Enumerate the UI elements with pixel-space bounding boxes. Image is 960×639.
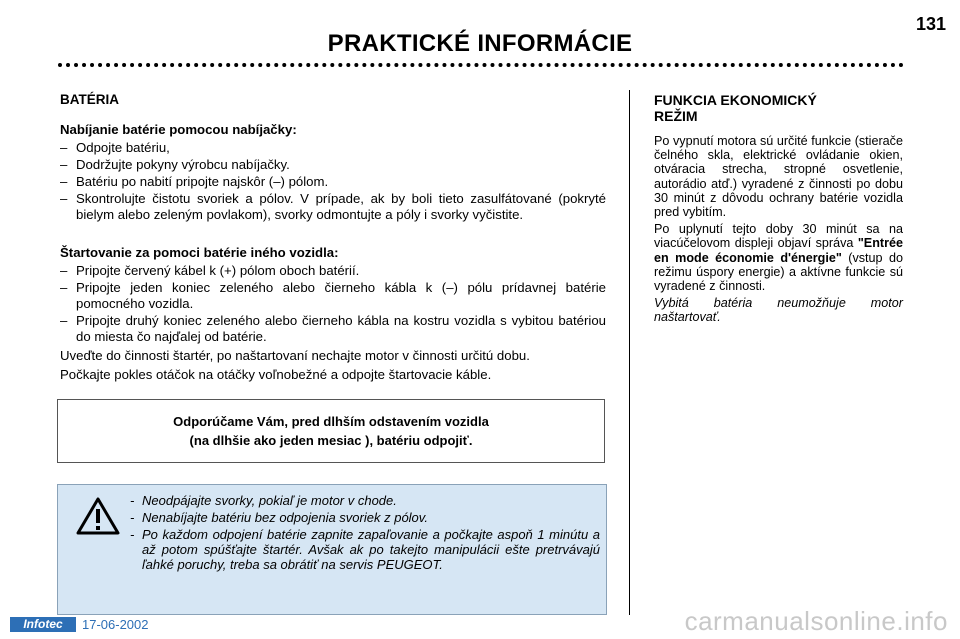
economy-heading-line: FUNKCIA EKONOMICKÝ xyxy=(654,92,817,108)
list-item: – Pripojte druhý koniec zeleného alebo čierneho kábla na kostru vozidla s vybitou batériou do miesta čo najďalej od batérie. xyxy=(60,313,606,345)
notice-box xyxy=(57,399,605,463)
list-item: – Dodržujte pokyny výrobcu nabíjačky. xyxy=(60,157,606,173)
economy-paragraph xyxy=(654,222,903,293)
starting-list xyxy=(60,263,606,345)
warning-triangle-icon xyxy=(76,497,120,535)
dotted-divider xyxy=(58,63,904,67)
economy-section xyxy=(654,92,903,325)
notice-line: (na dlhšie ako jeden mesiac ), batériu odpojiť. xyxy=(189,433,473,448)
economy-paragraph: Po vypnutí motora sú určité funkcie (stierače čelného skla, elektrické ovládanie okien, otváracia strecha, stropné osvetlenie, autorádio atď.) vyradené z činnosti po dobu 30 minút z dôvodu ochrany batérie vozidla pred vybitím. xyxy=(654,134,903,220)
notice-line: Odporúčame Vám, pred dlhším odstavením vozidla xyxy=(173,414,489,429)
footer-date: 17-06-2002 xyxy=(82,617,149,632)
economy-note: Vybitá batéria neumožňuje motor naštartovať. xyxy=(654,296,903,325)
warning-item: - Nenabíjajte batériu bez odpojenia svoriek z pólov. xyxy=(126,510,600,525)
economy-text: Po uplynutí tejto doby 30 minút sa na viacúčelovom displeji objaví správa xyxy=(654,222,903,251)
starting-paragraph: Uveďte do činnosti štartér, po naštartovaní nechajte motor v činnosti určitú dobu. xyxy=(60,348,530,363)
list-item: – Pripojte červený kábel k (+) pólom oboch batérií. xyxy=(60,263,606,279)
list-item: – Pripojte jeden koniec zeleného alebo čierneho kábla k (–) pólu prídavnej batérie pomocného vozidla. xyxy=(60,280,606,312)
infotec-logo: Infotec xyxy=(10,617,76,632)
warning-item: - Neodpájajte svorky, pokiaľ je motor v chode. xyxy=(126,493,600,508)
warning-item: - Po každom odpojení batérie zapnite zapaľovanie a počkajte aspoň 1 minútu a až potom spúšťajte štartér. Avšak ak po takejto manipulácii ešte pretrvávajú ľahké poruchy, treba sa obrátiť na servis PEUGEOT. xyxy=(126,527,600,572)
spacer xyxy=(60,224,606,245)
list-item: – Odpojte batériu, xyxy=(60,140,606,156)
economy-heading-line: REŽIM xyxy=(654,108,698,124)
watermark: carmanualsonline.info xyxy=(684,606,948,636)
charging-heading: Nabíjanie batérie pomocou nabíjačky: xyxy=(60,122,297,137)
page-number: 131 xyxy=(915,14,946,34)
list-item: – Batériu po nabití pripojte najskôr (–) pólom. xyxy=(60,174,606,190)
starting-heading: Štartovanie za pomoci batérie iného vozidla: xyxy=(60,245,339,260)
economy-message: "Entrée en mode économie d'énergie" xyxy=(654,236,903,265)
battery-section xyxy=(60,88,606,386)
starting-paragraph: Počkajte pokles otáčok na otáčky voľnobežné a odpojte štartovacie káble. xyxy=(60,367,492,382)
warning-box xyxy=(57,484,607,615)
charging-list xyxy=(60,140,606,223)
page-title: PRAKTICKÉ INFORMÁCIE xyxy=(327,30,633,57)
warning-list xyxy=(126,493,600,574)
economy-heading xyxy=(654,92,903,124)
list-item: – Skontrolujte čistotu svoriek a pólov. V prípade, ak by boli tieto zasulfátované (pokryté bielym alebo zeleným povlakom), svorky odmontujte a póly i svorky vyčistite. xyxy=(60,191,606,223)
column-divider xyxy=(629,90,630,615)
battery-heading: BATÉRIA xyxy=(60,92,119,107)
economy-text: (vstup do režimu úspory energie) a aktívne funkcie sú vyradené z činnosti. xyxy=(654,250,903,294)
